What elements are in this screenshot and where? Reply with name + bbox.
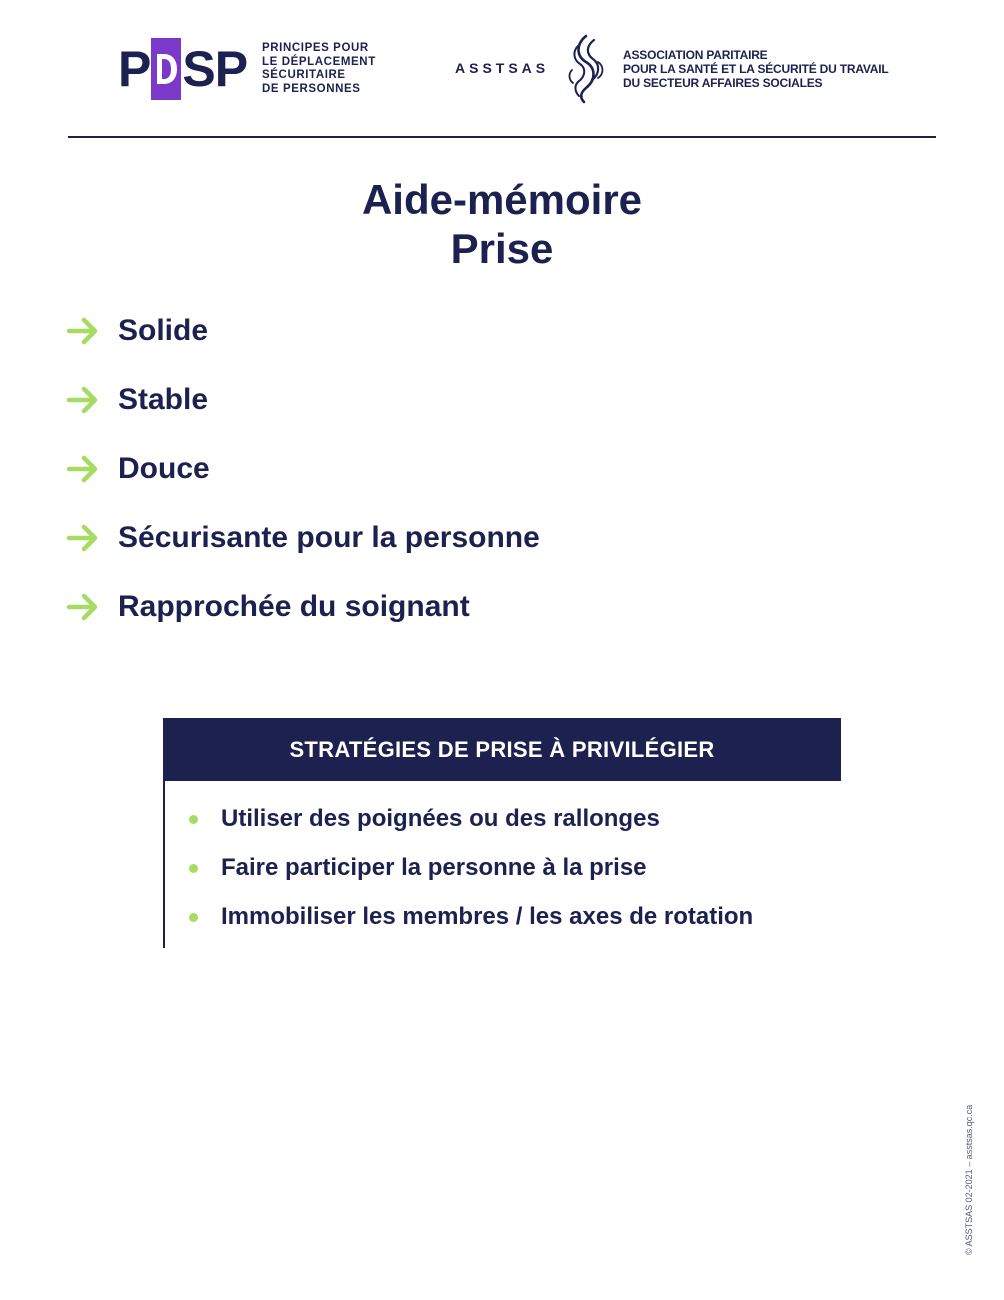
list-item bbox=[66, 444, 540, 513]
strategy-item-text: Immobiliser les membres / les axes de rotation bbox=[221, 903, 754, 930]
checklist-item-text: Rapprochée du soignant bbox=[118, 590, 470, 623]
pdsp-letter-d bbox=[151, 38, 181, 100]
checklist-item-text: Solide bbox=[118, 314, 209, 347]
checklist bbox=[66, 306, 540, 651]
bullet-dot-icon bbox=[189, 864, 198, 873]
list-item bbox=[189, 898, 753, 947]
list-item bbox=[66, 513, 540, 582]
strategy-box-border bbox=[163, 781, 165, 948]
arrow-right-icon bbox=[66, 454, 100, 484]
list-item bbox=[66, 582, 540, 651]
asstsas-name: ASSTSAS bbox=[455, 60, 550, 76]
list-item bbox=[66, 306, 540, 375]
checklist-item-text: Stable bbox=[118, 383, 209, 416]
bullet-dot-icon bbox=[189, 815, 198, 824]
bullet-dot-icon bbox=[189, 913, 198, 922]
strategy-box bbox=[163, 718, 841, 948]
checklist-item-text: Douce bbox=[118, 452, 210, 485]
page-header bbox=[0, 0, 1004, 140]
asstsas-swirl-icon bbox=[566, 32, 608, 104]
pdsp-logo bbox=[118, 38, 247, 100]
strategy-heading: STRATÉGIES DE PRISE À PRIVILÉGIER bbox=[163, 718, 841, 781]
title-line-1: Aide-mémoire bbox=[361, 176, 643, 223]
arrow-right-icon bbox=[66, 592, 100, 622]
checklist-item-text: Sécurisante pour la personne bbox=[118, 521, 540, 554]
pdsp-letter-p2: P bbox=[214, 41, 248, 97]
pdsp-tagline: PRINCIPES POUR LE DÉPLACEMENT SÉCURITAIRE DE PERSONNES bbox=[262, 42, 376, 95]
list-item bbox=[189, 800, 753, 849]
arrow-right-icon bbox=[66, 316, 100, 346]
page-title bbox=[0, 175, 1004, 273]
strategy-item-text: Utiliser des poignées ou des rallonges bbox=[221, 805, 660, 832]
list-item bbox=[66, 375, 540, 444]
arrow-right-icon bbox=[66, 523, 100, 553]
header-divider bbox=[68, 136, 936, 138]
list-item bbox=[189, 849, 753, 898]
title-line-2: Prise bbox=[450, 225, 554, 272]
pdsp-letter-p: P bbox=[118, 41, 151, 97]
asstsas-description: ASSOCIATION PARITAIRE POUR LA SANTÉ ET LA SÉCURITÉ DU TRAVAIL DU SECTEUR AFFAIRES SOCIALES bbox=[623, 48, 889, 90]
arrow-right-icon bbox=[66, 385, 100, 415]
pdsp-letter-s: S bbox=[182, 41, 215, 97]
copyright-notice: © ASSTSAS 02-2021 – asstsas.qc.ca bbox=[964, 1104, 974, 1255]
strategy-list bbox=[189, 800, 753, 947]
strategy-item-text: Faire participer la personne à la prise bbox=[221, 854, 647, 881]
